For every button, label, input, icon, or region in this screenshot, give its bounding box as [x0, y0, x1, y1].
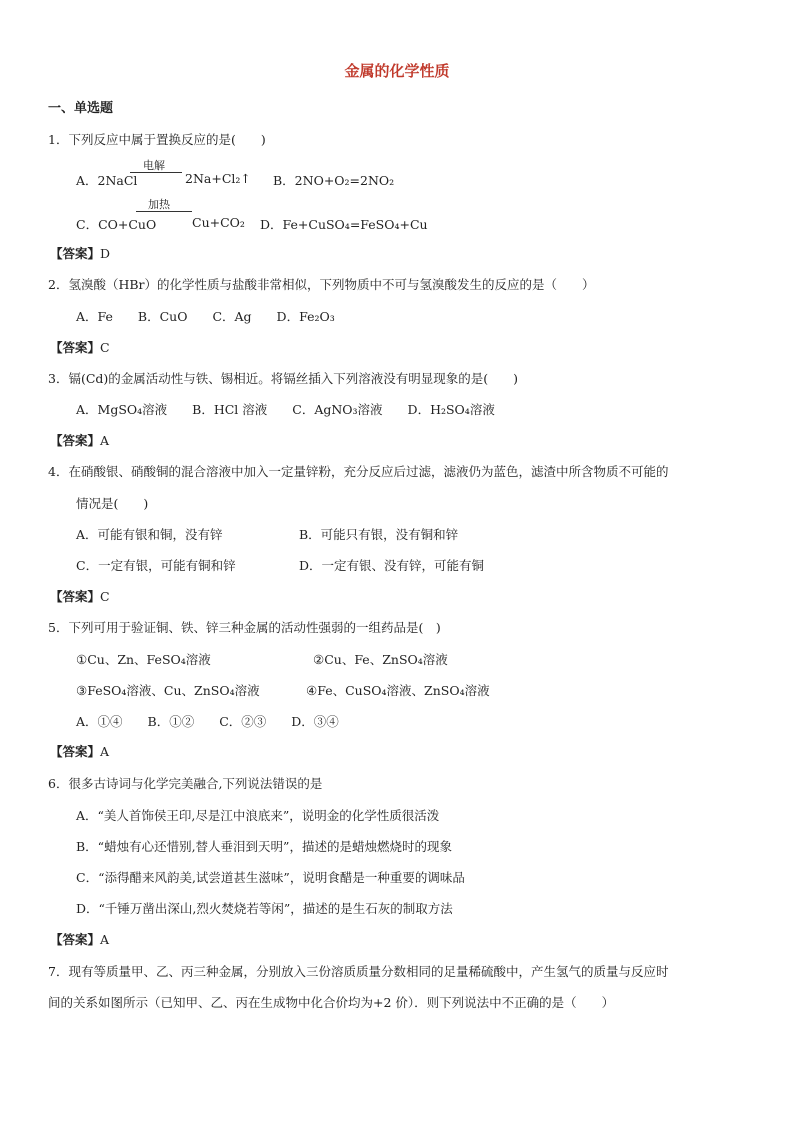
q3-answer: [50, 431, 109, 449]
answer-label: 【答案】: [50, 744, 101, 759]
question-2-stem: 2．氢溴酸（HBr）的化学性质与盐酸非常相似，下列物质中不可与氢溴酸发生的反应的是（ ）: [48, 277, 595, 292]
q4-option-d: D．一定有银、没有锌，可能有铜: [299, 558, 485, 573]
answer-value: A: [100, 744, 110, 759]
question-6-stem: 6．很多古诗词与化学完美融合,下列说法错误的是: [48, 776, 323, 791]
q1-option-c-left: C．CO+CuO: [76, 217, 157, 232]
answer-value: C: [100, 340, 110, 355]
q6-answer: [50, 930, 109, 948]
q1-option-c-condition: 加热: [148, 198, 170, 211]
q4-option-c: C．一定有银，可能有铜和锌: [76, 558, 236, 573]
q1-option-c-arrow: [136, 211, 192, 212]
answer-label: 【答案】: [50, 246, 101, 261]
q5-options: A．①④ B．①② C．②③ D．③④: [76, 714, 339, 729]
q5-item-1: ①Cu、Zn、FeSO₄溶液: [76, 652, 211, 667]
q1-option-a-condition: 电解: [143, 159, 165, 172]
q5-item-2: ②Cu、Fe、ZnSO₄溶液: [313, 652, 448, 667]
answer-value: C: [100, 589, 110, 604]
q1-option-d: D．Fe+CuSO₄=FeSO₄+Cu: [260, 217, 428, 232]
q2-options: A．Fe B．CuO C．Ag D．Fe₂O₃: [76, 309, 335, 324]
q1-option-b: B．2NO+O₂=2NO₂: [273, 173, 395, 188]
section-heading: 一、单选题: [48, 101, 114, 116]
question-1-stem: 1．下列反应中属于置换反应的是( ): [48, 132, 266, 147]
question-5-stem: 5．下列可用于验证铜、铁、锌三种金属的活动性强弱的一组药品是( ): [48, 620, 441, 635]
answer-value: D: [100, 246, 111, 261]
q6-option-a: A．“美人首饰侯王印,尽是江中浪底来”，说明金的化学性质很活泼: [76, 808, 440, 823]
answer-label: 【答案】: [50, 433, 101, 448]
q1-option-c-right: Cu+CO₂: [192, 215, 245, 230]
q3-options: A．MgSO₄溶液 B．HCl 溶液 C．AgNO₃溶液 D．H₂SO₄溶液: [76, 402, 495, 417]
q6-option-b: B．“蜡烛有心还惜别,替人垂泪到天明”，描述的是蜡烛燃烧时的现象: [76, 839, 452, 854]
q1-option-a-right: 2Na+Cl₂↑: [185, 171, 251, 186]
q6-option-c: C．“添得醋来风韵美,试尝道甚生滋味”，说明食醋是一种重要的调味品: [76, 870, 465, 885]
q1-option-a-left: A．2NaCl: [76, 173, 138, 188]
question-7-stem-line1: 7．现有等质量甲、乙、丙三种金属，分别放入三份溶质质量分数相同的足量稀硫酸中，产生氢气的质量与反应时: [48, 964, 669, 979]
answer-label: 【答案】: [50, 932, 101, 947]
question-7-stem-line2: 间的关系如图所示（已知甲、乙、丙在生成物中化合价均为+2 价）．则下列说法中不正确的是（ ）: [48, 995, 615, 1010]
q2-answer: [50, 338, 110, 356]
question-4-stem-line2: 情况是( ): [76, 496, 149, 511]
q5-answer: [50, 742, 109, 760]
q4-option-a: A．可能有银和铜，没有锌: [76, 527, 223, 542]
answer-value: A: [100, 932, 110, 947]
q6-option-d: D．“千锤万凿出深山,烈火焚烧若等闲”，描述的是生石灰的制取方法: [76, 901, 453, 916]
q5-item-3: ③FeSO₄溶液、Cu、ZnSO₄溶液: [76, 683, 260, 698]
question-4-stem-line1: 4．在硝酸银、硝酸铜的混合溶液中加入一定量锌粉，充分反应后过滤，滤液仍为蓝色，滤渣中所含物质不可能的: [48, 464, 669, 479]
q4-option-b: B．可能只有银，没有铜和锌: [299, 527, 459, 542]
q1-option-a-arrow: [130, 172, 182, 173]
page-title: 金属的化学性质: [344, 62, 450, 80]
q4-answer: [50, 587, 110, 605]
answer-label: 【答案】: [50, 340, 101, 355]
answer-value: A: [100, 433, 110, 448]
answer-label: 【答案】: [50, 589, 101, 604]
question-3-stem: 3．镉(Cd)的金属活动性与铁、锡相近。将镉丝插入下列溶液没有明显现象的是( ): [48, 371, 519, 386]
q1-answer: [50, 244, 110, 262]
q5-item-4: ④Fe、CuSO₄溶液、ZnSO₄溶液: [306, 683, 490, 698]
